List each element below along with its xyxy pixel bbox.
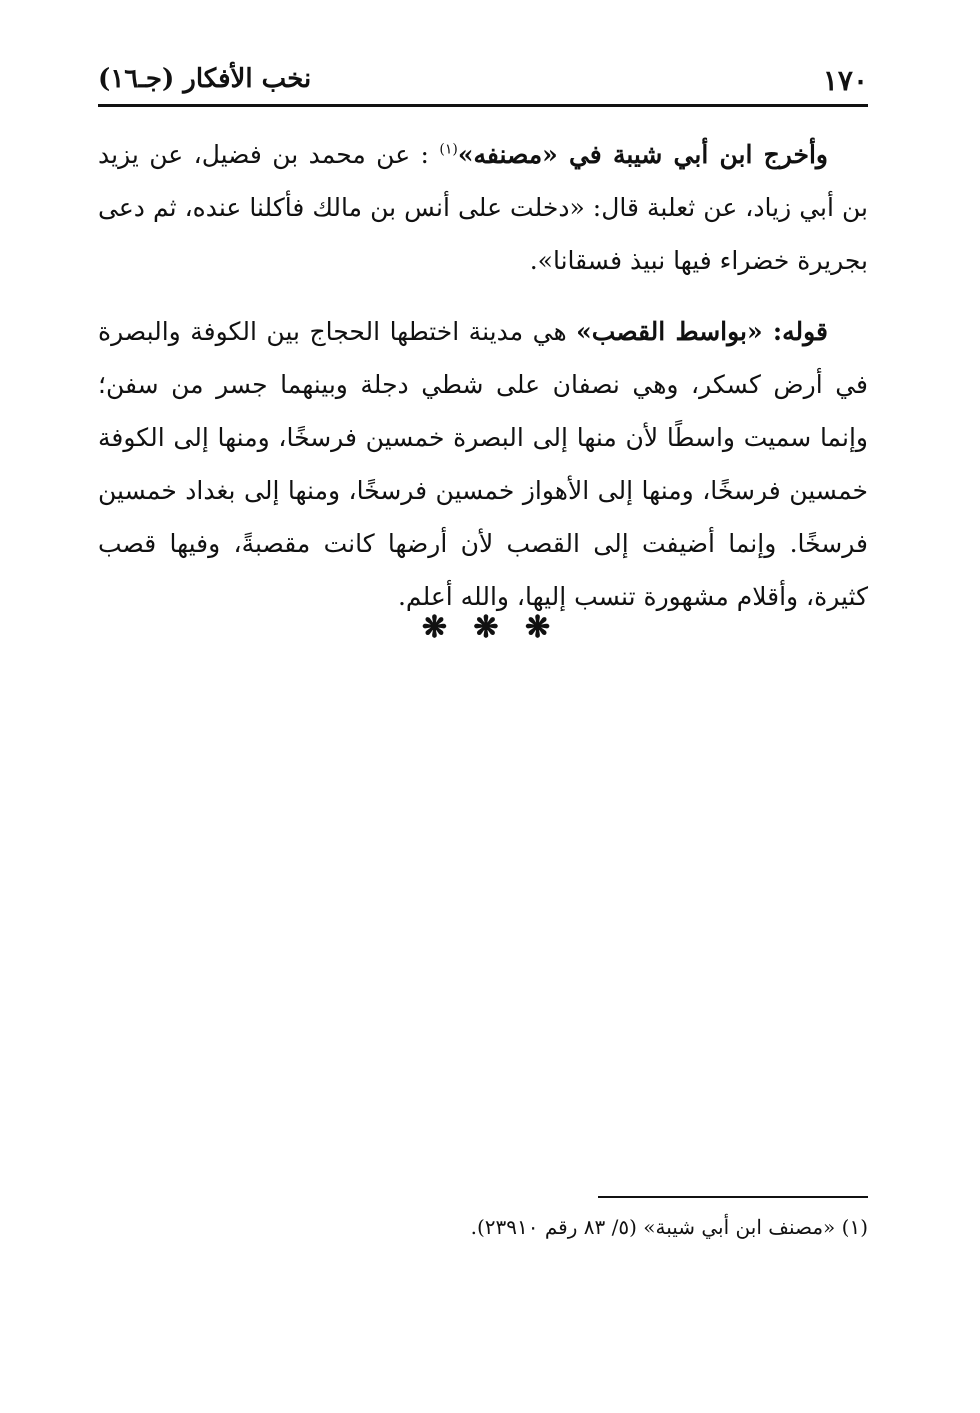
paragraph-1-lead: وأخرج ابن أبي شيبة في «مصنفه» <box>457 140 828 169</box>
paragraph-2-lead: قوله: «بواسط القصب» <box>576 317 828 346</box>
running-title: نخب الأفكار (جـ١٦) <box>98 64 312 94</box>
paragraph-2 <box>98 305 868 623</box>
footnote-rule <box>598 1196 868 1198</box>
section-separator: ❋ ❋ ❋ <box>421 610 559 645</box>
paragraph-2-text: هي مدينة اختطها الحجاج بين الكوفة والبصرة في أرض كسكر، وهي نصفان على شطي دجلة وبينهما جسر من سفن؛ وإنما سميت واسطًا لأن منها إلى البصرة خمسين فرسخًا، ومنها إلى الكوفة خمسين فرسخًا، ومنها إلى الأهواز خمسين فرسخًا، ومنها إلى بغداد خمسين فرسخًا. وإنما أضيفت إلى القصب لأن أرضها كانت مقصبةً، وفيها قصب كثيرة، وأقلام مشهورة تنسب إليها، والله أعلم. <box>98 317 868 611</box>
main-text <box>98 128 868 641</box>
footnote: (١) «مصنف ابن أبي شيبة» (٥/ ٨٣ رقم ٢٣٩١٠). <box>470 1215 868 1239</box>
header-rule <box>98 104 868 107</box>
page-number: ١٧٠ <box>822 64 868 97</box>
page-header <box>98 58 868 98</box>
footnote-reference: (١) <box>439 141 458 158</box>
paragraph-1-text: : عن محمد بن فضيل، عن يزيد بن أبي زياد، عن ثعلبة قال: «دخلت على أنس بن مالك فأكلنا عنده، ثم دعى بجريرة خضراء فيها نبيذ فسقانا». <box>98 140 868 275</box>
paragraph-1 <box>98 128 868 287</box>
